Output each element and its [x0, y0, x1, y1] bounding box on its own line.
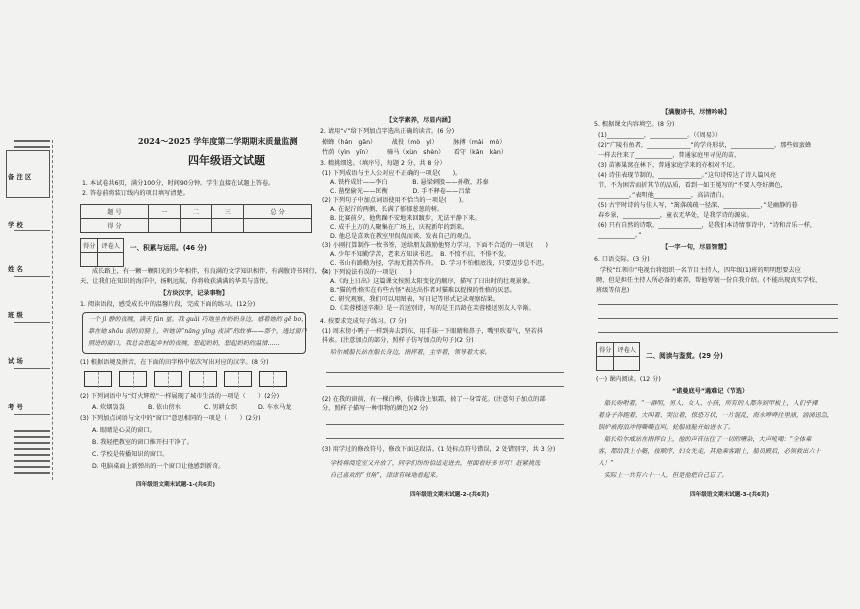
- answer-line[interactable]: [598, 332, 838, 333]
- writing-grid[interactable]: [119, 371, 147, 387]
- question-5-line: 一样去往来了____________，普通家庭里寻见的苗，: [598, 152, 741, 159]
- passage-line-2: 靠在她 shōu 弱的肩膀上，听她讲“nāng yīng 夜读”的故事——那个，透过窗户: [88, 328, 307, 335]
- reading-line: 人！”: [598, 460, 614, 467]
- reading-line: 着身子奔跑着，大叫着、哭泣着，惊恐万状，一片混乱，海水哗哗往里涌，汹涌迅急，: [598, 412, 834, 419]
- question-3-line: C. 书山有路勤为径，学海无涯苦作舟。 D. 学习不怕根底浅，只要迈步总不迟。: [330, 260, 549, 267]
- page-3-section-header: 【满腹诗书，尽情吟咏】: [662, 109, 731, 116]
- section-2-heading: 二、阅读与鉴赏。(29 分): [646, 352, 723, 360]
- hatch-mark: [14, 448, 50, 450]
- grader-score-header: 得分: [597, 343, 614, 357]
- question-3-line: A. 少年不知勤学苦，老来方知读书迟。 B. 不愤不启，不悱不发。: [330, 251, 511, 258]
- binding-dashed-line: [52, 140, 58, 480]
- writing-grid[interactable]: [189, 371, 217, 387]
- writing-grid[interactable]: [224, 371, 252, 387]
- writing-grid[interactable]: [84, 371, 112, 387]
- pinyin-row-2: 竹荫（yìn yīn） 骑马（xùn shèn） 看守（kān kàn）: [322, 149, 508, 156]
- question-5: 5. 根据课文内容填空。(8 分): [594, 121, 675, 128]
- hatch-mark: [14, 472, 50, 474]
- page-1-footer: 四年级语文期末试题-1-(共6页): [136, 482, 216, 488]
- instruction-1: 1. 本试卷共6页，满分100分，时间90分钟。学生直接在试题上答卷。: [82, 180, 275, 187]
- page-2-footer: 四年级语文期末试题-2-(共6页): [410, 492, 490, 498]
- grader-cell[interactable]: [98, 253, 124, 267]
- question-3-line: D.《芙蓉楼送辛渐》是一首送别诗，写的是王昌龄在芙蓉楼送别友人辛渐。: [330, 305, 535, 312]
- question-5-line: (6) 只有自然的诗歌，______________，是我们本诗情事诗中，“诗和音乐一样，: [598, 222, 817, 229]
- question-3-line: C. 凿壁偷光——匡衡 D. 手不释卷——吕蒙: [330, 188, 471, 195]
- reading-title: “诺曼底号”遇难记（节选）: [672, 388, 749, 395]
- grader-table: [80, 238, 124, 267]
- writing-grid[interactable]: [154, 371, 182, 387]
- score-table-cell[interactable]: [148, 219, 180, 233]
- score-table-header: 一: [148, 205, 180, 219]
- hatch-mark: [14, 430, 50, 432]
- question-5-line: 节，不为困苦而折其节的品质，看到一如王冕写的“不要人夸好颜色，: [598, 182, 787, 189]
- question-6: 6. 口语交际。(3 分): [594, 256, 650, 263]
- grader-cell[interactable]: [614, 357, 640, 371]
- answer-line[interactable]: [598, 304, 838, 305]
- section-1-heading: 一、积累与运用。(46 分): [130, 244, 207, 252]
- question-3-line: (2) 下列句子中加点词语使用不恰当的一项是( )。: [322, 197, 468, 204]
- score-table-header: 二: [180, 205, 212, 219]
- score-table-cell[interactable]: [180, 219, 212, 233]
- reading-subsection: (一) 课内阅读。(12 分): [596, 376, 661, 383]
- question-6-line: 班级等信息): [596, 287, 630, 294]
- question-3: 3. 精挑细选。（填序号，每题 2 分，共 8 分）: [320, 160, 446, 167]
- question-5-line: ____________。”: [598, 232, 642, 239]
- score-table: [80, 204, 312, 233]
- passage-line-3: 照进的窗口，我总会想起乡村的夜晚，想起奶奶，想起奶奶的温情……: [88, 340, 280, 347]
- reading-line: 客，都给我上小艇，按顺序，妇女先走，其他乘客跟上，船员殿后，必须救出六十: [598, 448, 821, 455]
- question-1: 1. 阅读语段，感受成长中的温馨片段，完成下面的练习。(12分): [80, 301, 256, 308]
- option-c: C. 男耕女织: [204, 404, 238, 411]
- option-a: A. 炊烟袅袅: [92, 404, 125, 411]
- option-d: D. 电脑桌面上新弹出的一个窗口让他感到新奇。: [92, 463, 225, 470]
- question-4-line: 抖索。(注意加点的部分，照样子仿写加点的句子)(2 分): [322, 337, 474, 344]
- question-5-line: (2)“广陵有鱼者，______________”的学舟形状，______________，那些如蛮蜂: [598, 142, 812, 149]
- handwritten-example-1: 哈尔威船长站在船长身边，指挥着，主宰着，领导着大家。: [330, 349, 491, 356]
- exam-number-label: 考 号: [8, 404, 23, 411]
- option-c: C. 学校是传播知识的窗口。: [92, 451, 169, 458]
- exam-number-line: [14, 414, 50, 415]
- exam-room-line: [14, 368, 50, 369]
- question-3-line: C. 成千上万的人聚集在广场上，庆祝新年的到来。: [330, 224, 469, 231]
- reading-line: 锅炉被海浪冲得嘶嘶直叫，轮船底舱开始进水了。: [598, 424, 735, 431]
- reading-line: 船长吩咐着，“一群明，男人、女人、小孩，所有的人都奔到甲板上，人们乎裸: [604, 400, 818, 407]
- hatch-mark: [14, 436, 50, 438]
- question-3-line: (4) 下列说法有误的一项是( ): [322, 269, 412, 276]
- pinyin-row-1: 撩蜂（hán gān） 战役（mò yì） 脉搏（mài mò）: [322, 139, 506, 146]
- question-1-1: (1) 根据语境及拼音，在下面的田字格中依次写出对应的汉字。(8 分): [80, 359, 269, 366]
- question-3-line: A.《海上日出》这篇课文按照太阳变化的顺序，描写了日出时的壮观景象。: [330, 278, 535, 285]
- answer-line[interactable]: [326, 438, 564, 439]
- question-3-line: C. 研究观察，我们可以用图表，写日记等形式记录观察结果。: [330, 296, 500, 303]
- grader-table: [596, 342, 640, 371]
- question-3-line: A. 铁杵成针——李白 B. 悬梁刺股——孙敬、苏秦: [330, 179, 489, 186]
- question-5-line: (4) 诗佳表现节制的，______________。”这句诗传达了诗人篇风亮: [598, 172, 776, 179]
- question-3-line: (1) 下列成语与主人公对应不正确的一项是( )。: [322, 170, 462, 177]
- option-d: D. 车水马龙: [258, 404, 292, 411]
- score-table-cell[interactable]: [244, 219, 312, 233]
- score-table-cell[interactable]: [212, 219, 244, 233]
- class-line: [14, 322, 50, 323]
- score-table-cell: 得 分: [81, 219, 149, 233]
- grader-score-header: 得分: [81, 239, 98, 253]
- exam-room-label: 试 场: [8, 358, 23, 365]
- question-4: 4. 按要求完成句子练习。(7 分): [320, 318, 407, 325]
- reading-line: 实际上一共有六十一人，但是他把自己忘了。: [604, 472, 728, 479]
- question-4-line: (2) 在我的窗前，有一棵白桦，仿佛涂上银霜，披了一身雪花。(注意句子加点的部: [322, 396, 546, 403]
- question-5-line: (5) 古宇时诗的与佳人写，“篱落疏疏一径深，____________，”是幽静的暮: [598, 202, 798, 209]
- school-line: [14, 230, 50, 231]
- class-label: 班 级: [8, 312, 23, 319]
- school-label: 学 校: [8, 222, 23, 229]
- grader-name-header: 评卷人: [98, 239, 124, 253]
- handwritten-example-2: 学校将阅览室又开放了，同学们纷纷恰适走进去，里面看好多书可！赶紧挑选: [330, 460, 541, 467]
- question-1-3: (3) 下列加点词语与文中的“窗口”意思相同的一项是（ ）(2分): [80, 415, 261, 422]
- option-b: B. 我轻把教室的窗口推开扫干净了。: [92, 439, 193, 446]
- answer-line[interactable]: [326, 424, 564, 425]
- handwritten-example-3: 自己喜欢的“书角”，津津有味地看起来。: [330, 472, 442, 479]
- question-4-line: (1) 周末傍小鸭子一样到奔去到东，用手抹一下眼睛和鼻子，嘴里吹着气，坚若抖: [322, 328, 544, 335]
- hatch-mark: [14, 460, 50, 462]
- question-3-line: B. 比赛前夕，他焦躁不安地来回踱步，无法平静下来。: [330, 215, 481, 222]
- page-3-subheader: 【一字一句，尽显智慧】: [662, 244, 731, 251]
- question-5-line: (1)____________，____________。（《周易》）: [598, 132, 722, 139]
- option-a: A. 眼睛是心灵的窗口。: [92, 427, 156, 434]
- score-table-header: 总 分: [244, 205, 312, 219]
- passage-line-1: 一个 jì 静的夜晚，满天 fán 星。我 guǎi 巧地坐在奶奶身边，感着她的 gē bo，: [88, 316, 308, 323]
- question-3-line: A. 在泥泞的两侧，长满了郁郁葱葱的树。: [330, 206, 444, 213]
- intro-line-2: 天，让我们在知识的海洋中，扬帆远航，你将收获满满的华美与喜悦。: [80, 278, 272, 285]
- reading-line: 船长哈尔威站在指挥台上，他的声音压住了一切的嘈杂，大声吼喝：“全体乘: [604, 436, 812, 443]
- answer-line[interactable]: [598, 318, 838, 319]
- hatch-mark: [14, 146, 50, 148]
- question-6-line: 学校“红领巾”电视台将组织一名节目主持人，四年级(1)班的明明想要去应: [600, 267, 801, 274]
- intro-line-1: 成长路上，有一颗一颗阳光的少年相伴，有良满的文学知识相伴，有满腹诗书同行，今: [92, 268, 328, 275]
- question-3-line: (3) 小刚打算制作一枚书签，送给朋友鼓励他努力学习，下面不合适的一项是( ): [322, 242, 548, 249]
- question-5-line: (3) 苗寨巢窝在林下，普通家庭学来的亦相对不足。: [598, 162, 739, 169]
- question-3-line: B.“猫的性格实在有些古怪”表达出作者对猫难以捉摸的性格的厌恶。: [330, 287, 516, 294]
- name-line: [14, 276, 50, 277]
- option-b: B. 依山傍水: [148, 404, 181, 411]
- instruction-2: 2. 答卷前将装订线内的项目填写清楚。: [82, 190, 189, 197]
- hatch-mark: [14, 442, 50, 444]
- question-1-2: (2) 下列词语中与“灯火辉煌”一样展现了城市生活的一项是（ ）(2分): [80, 393, 280, 400]
- grader-name-header: 评卷人: [614, 343, 640, 357]
- question-2: 2. 请用“√”给下列加点字选出正确的读音。(6 分): [320, 128, 455, 135]
- answer-line[interactable]: [326, 386, 564, 387]
- grader-cell[interactable]: [597, 357, 614, 371]
- question-4-line: (3) 用学过的修改符号，修改下面这段话。(1 处标点符号错误，2 处错别字，共 3 分): [322, 446, 556, 453]
- page-2-section-header: 【文学素养，尽显内涵】: [386, 117, 455, 124]
- subject-title: 四年级语文试题: [188, 154, 265, 167]
- hall-heading: 【方块汉字，记录事物】: [160, 290, 229, 297]
- question-4-line: 分，照样子描写一种事物的颜色)(2 分): [322, 405, 428, 412]
- question-6-line: 聘，但是担任主持人所必备的素养，帮他筹划一份自我介绍。(不能出现真实学校、: [596, 277, 822, 284]
- hatch-mark: [14, 454, 50, 456]
- name-label: 姓 名: [8, 266, 23, 273]
- answer-line[interactable]: [326, 372, 564, 373]
- remarks-label: 备 注 区: [8, 174, 32, 181]
- writing-grid[interactable]: [259, 371, 287, 387]
- question-5-line: __________。”表明他____________，高洁清白。: [598, 192, 729, 199]
- score-table-header: 三: [212, 205, 244, 219]
- score-table-header: 题 号: [81, 205, 149, 219]
- question-3-line: D. 他总是喜欢在教室里侃侃而谈，发表自己的观点。: [330, 233, 475, 240]
- hatch-mark: [14, 466, 50, 468]
- exam-title: 2024～2025 学年度第二学期期末质量监测: [138, 136, 298, 146]
- page-3-footer: 四年级语文期末试题-3-(共6页): [690, 492, 770, 498]
- question-5-line: 春乡景，____________，童衣无华处，是我学诗的源泉。: [598, 212, 753, 219]
- hatch-mark: [14, 140, 50, 142]
- grader-cell[interactable]: [81, 253, 98, 267]
